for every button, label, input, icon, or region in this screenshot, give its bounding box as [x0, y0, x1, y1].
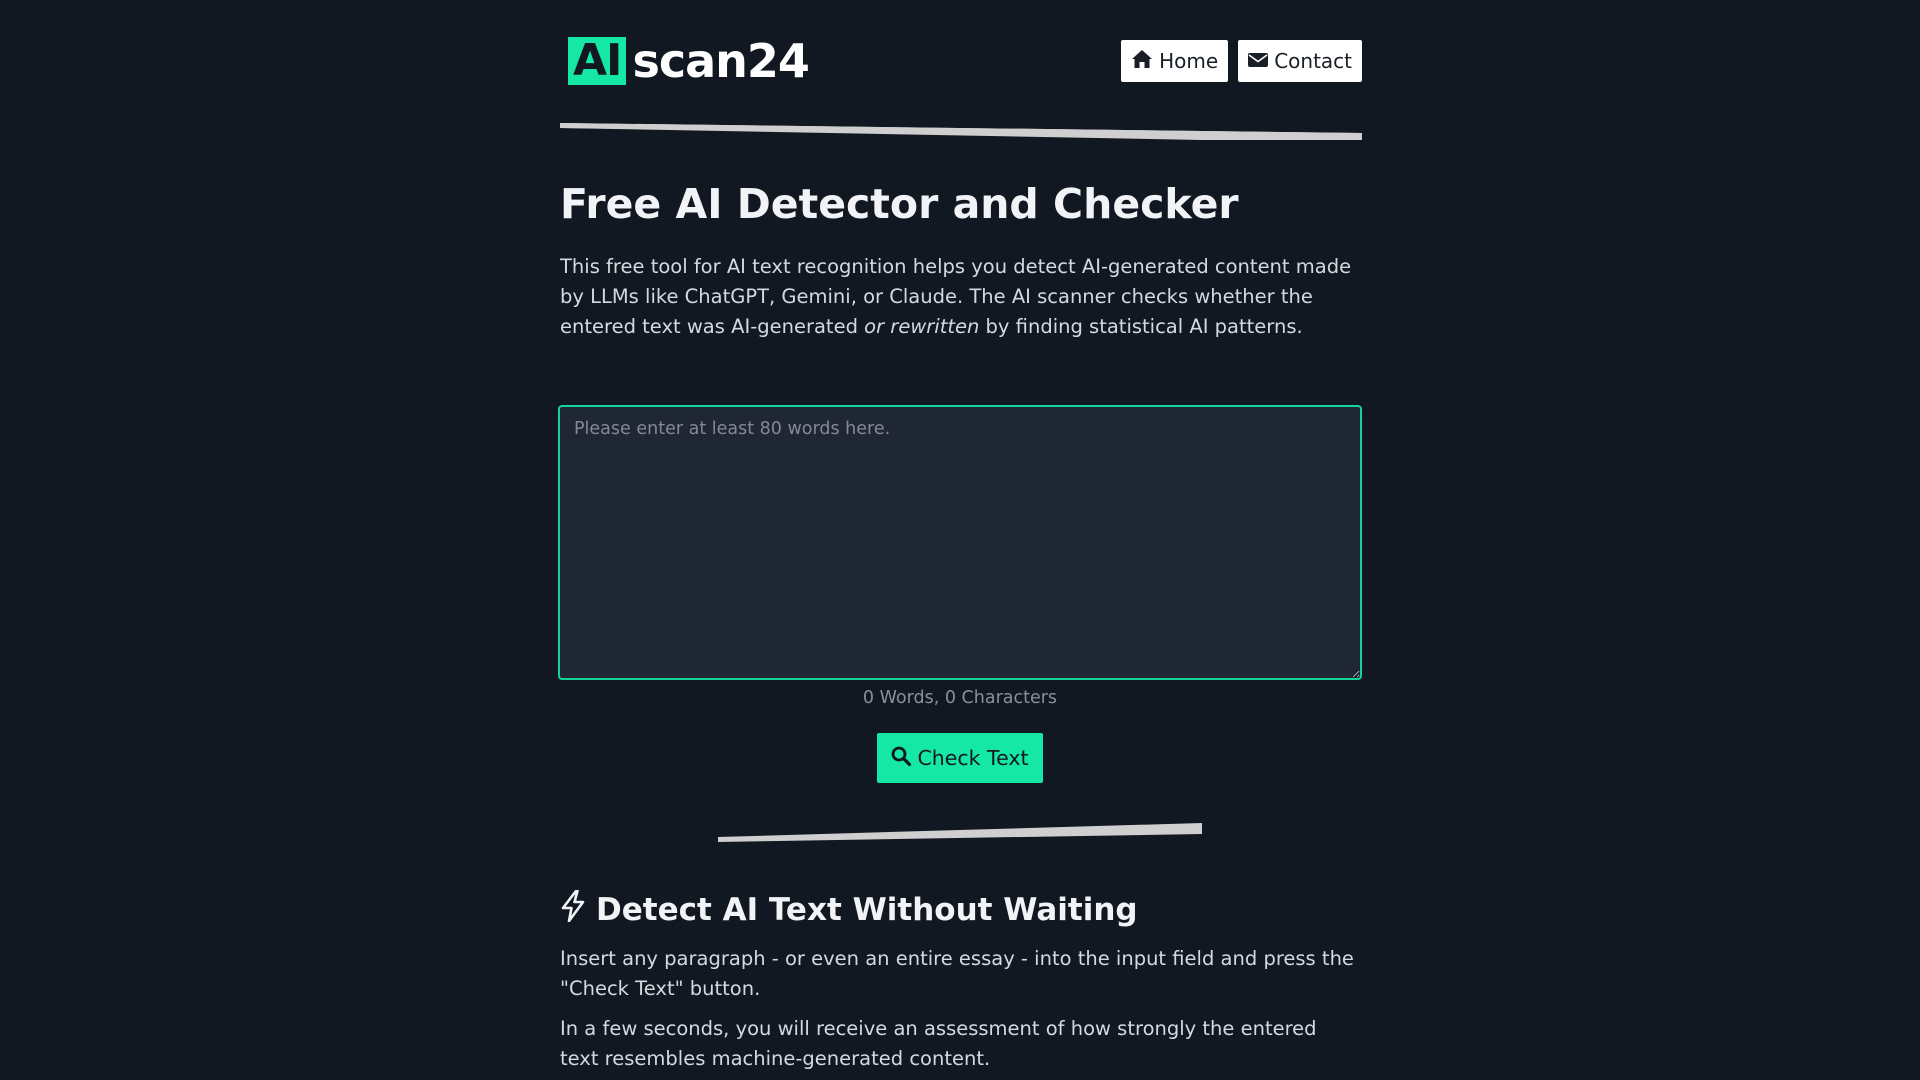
text-input[interactable] — [558, 405, 1362, 680]
intro-text: This free tool for AI text recognition helps you detect AI-generated content made by LLMs like ChatGPT, Gemini, or Claude. The AI scanner checks whether the entered text was AI-generated — [560, 255, 1352, 338]
intro-emphasis: or rewritten — [864, 315, 980, 338]
page-title: Free AI Detector and Checker — [560, 180, 1239, 228]
text-input-wrapper — [558, 405, 1362, 680]
home-label: Home — [1159, 49, 1219, 73]
section-divider — [718, 820, 1202, 844]
bolt-icon — [560, 890, 596, 930]
main-nav — [1121, 40, 1362, 82]
section-title-text: Detect AI Text Without Waiting — [596, 892, 1138, 928]
contact-button[interactable] — [1238, 40, 1362, 82]
check-text-label: Check Text — [917, 746, 1029, 770]
envelope-icon — [1248, 49, 1274, 73]
word-character-counter: 0 Words, 0 Characters — [862, 688, 1058, 708]
intro-paragraph — [560, 252, 1360, 342]
logo-text: scan24 — [632, 34, 809, 88]
home-icon — [1131, 49, 1159, 74]
section-paragraph-2: In a few seconds, you will receive an assessment of how strongly the entered text resembles machine-generated content. — [560, 1017, 1317, 1070]
header-divider — [560, 118, 1362, 140]
check-text-button[interactable] — [877, 733, 1043, 783]
search-icon — [891, 746, 917, 771]
contact-label: Contact — [1274, 49, 1352, 73]
logo-mark: AI — [568, 37, 626, 85]
section-paragraph-1: Insert any paragraph - or even an entire essay - into the input field and press the "Check Text" button. — [560, 947, 1354, 1000]
content-container — [560, 0, 1360, 1070]
section-title — [560, 890, 1138, 930]
intro-text-end: by finding statistical AI patterns. — [979, 315, 1303, 338]
site-logo[interactable] — [568, 34, 809, 88]
home-button[interactable] — [1121, 40, 1228, 82]
site-header — [560, 0, 1360, 124]
